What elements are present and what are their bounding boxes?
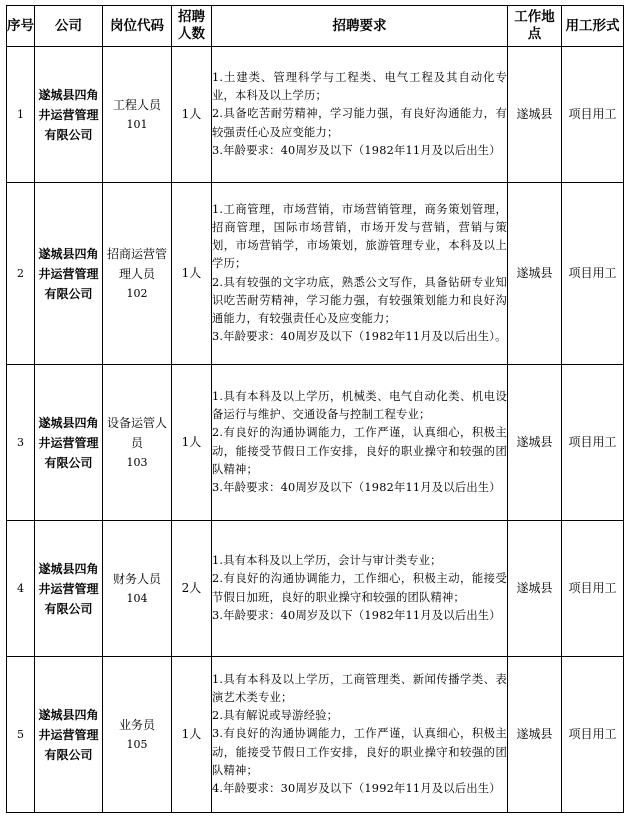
post-code: 102 [126, 286, 148, 300]
requirements-cell [212, 47, 508, 183]
post-cell [103, 657, 172, 813]
seq-cell: 3 [7, 365, 35, 521]
count-cell: 1人 [172, 365, 212, 521]
post-cell [103, 521, 172, 657]
seq-cell: 4 [7, 521, 35, 657]
location-cell: 遂城县 [508, 521, 562, 657]
form-cell: 项目用工 [562, 365, 624, 521]
form-cell: 项目用工 [562, 657, 624, 813]
form-cell: 项目用工 [562, 47, 624, 183]
requirement-item: 1.具有本科及以上学历，工商管理类、新闻传播学类、表演艺术类专业； [212, 672, 507, 704]
header-form: 用工形式 [562, 6, 624, 47]
table-row [7, 521, 624, 657]
count-cell: 1人 [172, 47, 212, 183]
table-row [7, 47, 624, 183]
header-post-code: 岗位代码 [103, 6, 172, 47]
header-count: 招聘人数 [172, 6, 212, 47]
requirement-item: 4.年龄要求：30周岁及以下（1992年11月及以后出生） [212, 782, 501, 795]
seq-cell: 1 [7, 47, 35, 183]
requirements-cell [212, 521, 508, 657]
form-cell: 项目用工 [562, 521, 624, 657]
requirement-item: 1.工商管理，市场营销，市场营销管理，商务策划管理，招商管理，国际市场营销，市场开发与营销，营销与策划，市场营销学，市场策划，旅游管理专业，本科及以上学历； [212, 202, 507, 271]
requirement-item: 2.有良好的沟通协调能力，工作严谨，认真细心，积极主动，能接受节假日工作安排，良好的职业操守和较强的团队精神； [212, 426, 507, 476]
table-row [7, 657, 624, 813]
requirement-item: 2.具有较强的文字功底，熟悉公文写作，具备钻研专业知识吃苦耐劳精神，学习能力强，有较强策划能力和良好沟通能力，有较强责任心及应变能力； [212, 275, 507, 325]
post-name: 工程人员 [112, 97, 161, 112]
form-cell: 项目用工 [562, 183, 624, 365]
location-cell: 遂城县 [508, 657, 562, 813]
post-name: 业务员 [118, 717, 155, 732]
company-cell: 遂城县四角井运营管理有限公司 [35, 365, 103, 521]
post-code: 101 [126, 117, 148, 131]
requirement-item: 3.有良好的沟通协调能力，工作严谨，认真细心，积极主动，能接受节假日工作安排，良好的职业操守和较强的团队精神； [212, 727, 507, 777]
location-cell: 遂城县 [508, 183, 562, 365]
requirements-cell [212, 183, 508, 365]
company-cell: 遂城县四角井运营管理有限公司 [35, 521, 103, 657]
seq-cell: 2 [7, 183, 35, 365]
post-name: 财务人员 [112, 571, 161, 586]
table-row [7, 183, 624, 365]
requirement-item: 1.具有本科及以上学历，机械类、电气自动化类、机电设备运行与维护、交通设备与控制工程专业； [212, 389, 507, 422]
requirement-item: 2.具有解说或导游经验； [212, 709, 339, 723]
count-cell: 1人 [172, 657, 212, 813]
header-location: 工作地点 [508, 6, 562, 47]
requirement-item: 2.有良好的沟通协调能力，工作细心，积极主动，能接受节假日加班，良好的职业操守和较强的团队精神； [212, 572, 507, 604]
requirements-cell [212, 365, 508, 521]
post-cell [103, 183, 172, 365]
location-cell: 遂城县 [508, 365, 562, 521]
recruitment-table [6, 5, 624, 813]
requirement-item: 3.年龄要求：40周岁及以下（1982年11月及以后出生） [212, 480, 501, 494]
post-name: 招商运营管理人员 [106, 246, 167, 281]
post-name: 设备运管人员 [106, 415, 167, 450]
requirement-item: 1.具有本科及以上学历，会计与审计类专业； [212, 554, 442, 568]
header-requirements: 招聘要求 [212, 6, 508, 47]
company-cell: 遂城县四角井运营管理有限公司 [35, 183, 103, 365]
header-seq: 序号 [7, 6, 35, 47]
table-row [7, 365, 624, 521]
header-company: 公司 [35, 6, 103, 47]
requirement-item: 3.年龄要求：40周岁及以下（1982年11月及以后出生）。 [212, 330, 507, 344]
requirement-item: 3.年龄要求：40周岁及以下（1982年11月及以后出生） [212, 143, 501, 157]
post-cell [103, 365, 172, 521]
count-cell: 2人 [172, 521, 212, 657]
location-cell: 遂城县 [508, 47, 562, 183]
seq-cell: 5 [7, 657, 35, 813]
requirement-item: 1.土建类、管理科学与工程类、电气工程及其自动化专业，本科及以上学历； [212, 70, 507, 103]
company-cell: 遂城县四角井运营管理有限公司 [35, 47, 103, 183]
header-row [7, 6, 624, 47]
post-code: 104 [126, 591, 148, 605]
post-code: 105 [126, 737, 148, 751]
company-cell: 遂城县四角井运营管理有限公司 [35, 657, 103, 813]
requirements-cell [212, 657, 508, 813]
post-cell [103, 47, 172, 183]
requirement-item: 2.具备吃苦耐劳精神，学习能力强，有良好沟通能力，有较强责任心及应变能力； [212, 107, 507, 139]
post-code: 103 [126, 455, 148, 469]
count-cell: 1人 [172, 183, 212, 365]
requirement-item: 3.年龄要求：40周岁及以下（1982年11月及以后出生） [212, 608, 501, 622]
